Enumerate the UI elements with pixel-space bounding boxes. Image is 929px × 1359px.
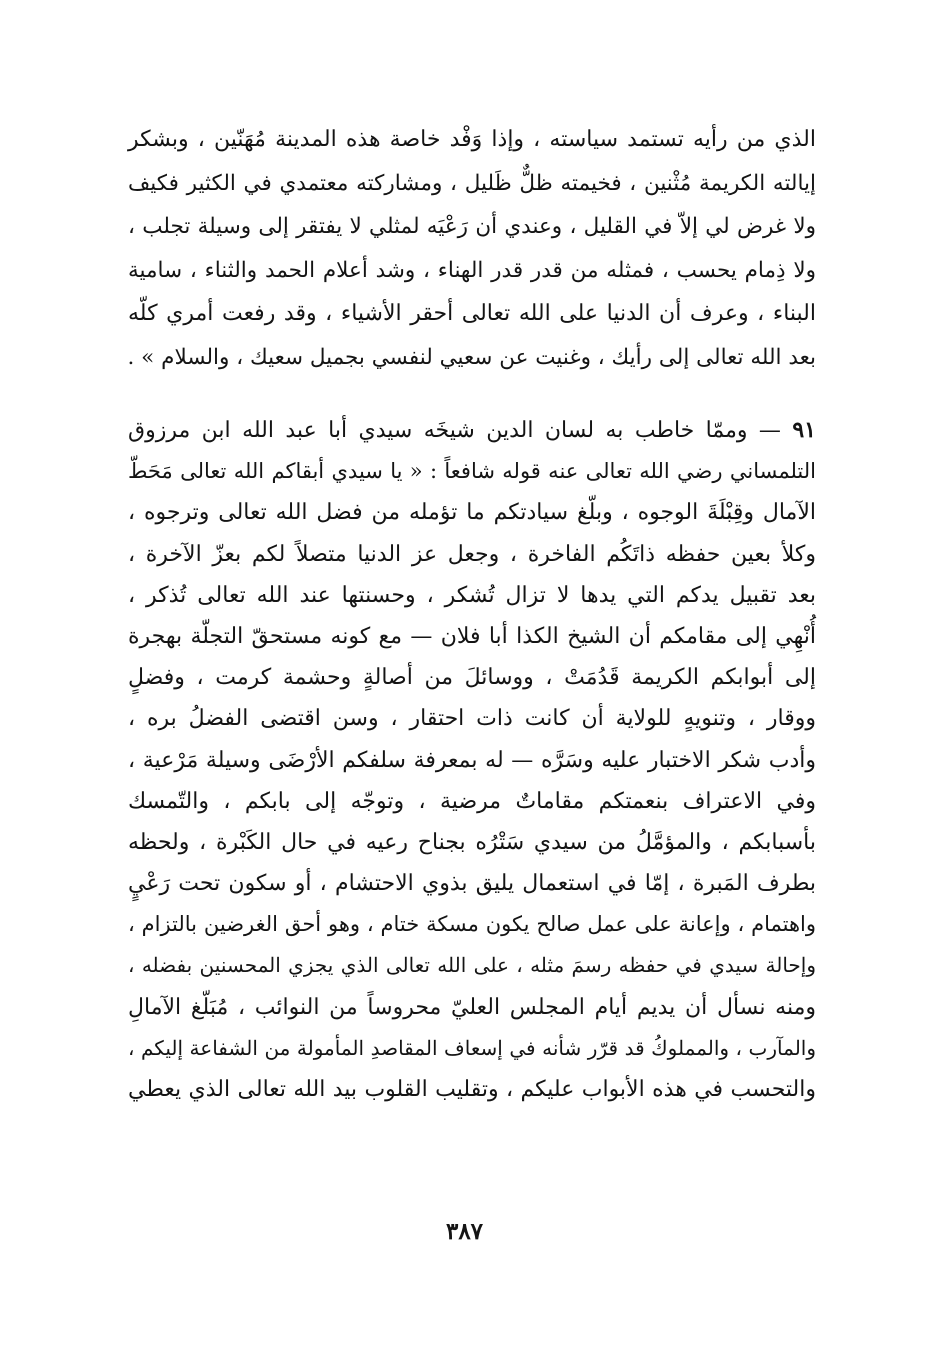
text-line: ووقار ، وتنويهٍ للولاية أن كانت ذات احتقار ، وسن اقتضى الفضلُ بره ، (128, 706, 816, 732)
text-line: التلمساني رضي الله تعالى عنه قوله شافعاً : « يا سيدي أبقاكم الله تعالى مَحَطّ (128, 459, 816, 484)
text-line: بعد تقبيل يدكم التي يدها لا تزال تُشكر ، وحسنتها عند الله تعالى تُذكر ، (128, 582, 816, 608)
text-line: واهتمام ، وإعانة على عمل صالح يكون مسكة ختام ، وهو أحق الغرضين بالتزام ، (128, 912, 816, 937)
text-line: وأدب شكر الاختبار عليه وسَرَّه — له بمعرفة سلفكم الأرْضَى وسيلة مَرْعية ، (128, 747, 816, 773)
text-line: أُنْهِي إلى مقامكم أن الشيخ الكذا أبا فلان — مع كونه مستحقّ التجلّة بهجرة (128, 623, 816, 649)
text-line-first (128, 410, 816, 451)
text-line: إلى أبوابكم الكريمة قَدُمَتْ ، ووسائلَ من أصالةٍ وحشمة كرمت ، وفضلٍ (128, 665, 816, 691)
text-line: بعد الله تعالى إلى رأيك ، وغنيت عن سعيي لنفسي بجميل سعيك ، والسلام » . (127, 344, 816, 370)
text-line: والمآرب ، والمملوكُ قد قرّر شأنه في إسعاف المقاصدِ المأمولة من الشفاعة إليكم ، (128, 1035, 816, 1060)
text-line: وكلأ بعين حفظه ذاتَكُم الفاخرة ، وجعل عز الدنيا متصلاً لكم بعزّ الآخرة ، (128, 541, 816, 567)
entry-first-line-text: — وممّا خاطب به لسان الدين شيخَه سيدي أبا عبد الله ابن مرزوق (128, 418, 793, 443)
text-line: ومنه نسأل أن يديم أيام المجلس العليّ محروساً من النوائب ، مُبَلّغ الآمالِ (128, 994, 816, 1020)
text-line: الآمال وقِبْلَةَ الوجوه ، وبلّغ سيادتكم ما تؤمله من فضل الله تعالى وترجوه ، (128, 500, 816, 526)
text-line: بطرف المَبرة ، إمّا في استعمال يليق بذوي الاحتشام ، أو سكون تحت رَعْيٍ (128, 871, 816, 897)
text-line: وإحالة سيدي في حفظه رسمَ مثله ، على الله تعالى الذي يجزي المحسنين بفضله ، (128, 953, 816, 978)
text-line: بأسبابكم ، والمؤمَّلُ من سيدي سَتْرُه بجناح رعيه في حال الكَبْرة ، ولحظه (128, 829, 816, 855)
entry-number: ٩١ (792, 417, 816, 443)
text-line: البناء ، وعرف أن الدنيا على الله تعالى أحقر الأشياء ، وقد رفعت أمري كلّه (128, 301, 816, 327)
text-line: ولا ذِمام يحسب ، فمثله من قدر قدر الهناء ، وشد أعلام الحمد والثناء ، سامية (128, 257, 816, 283)
paragraph-letter-continuation (128, 118, 816, 380)
paragraph-entry-91 (128, 410, 816, 1110)
page-number: ٣٨٧ (445, 1218, 484, 1245)
text-line: إيالته الكريمة مُثْنين ، فخيمته ظلٌّ ظَليل ، ومشاركته معتمدي في الكثير فكيف (128, 170, 816, 196)
text-line: الذي من رأيه تستمد سياسته ، وإذا وَفْد خاصة هذه المدينة مُهَنّين ، وبشكر (128, 127, 816, 152)
text-line: وفي الاعتراف بنعمتكم مقاماتٌ مرضية ، وتوجّه إلى بابكم ، والتّمسك (128, 788, 816, 814)
text-line: والتحسب في هذه الأبواب عليكم ، وتقليب القلوب بيد الله تعالى الذي يعطي (128, 1077, 816, 1102)
text-line: ولا غرض لي إلاّ في القليل ، وعندي أن رَعْيَه لمثلي لا يفتقر إلى وسيلة تجلب ، (128, 214, 816, 240)
